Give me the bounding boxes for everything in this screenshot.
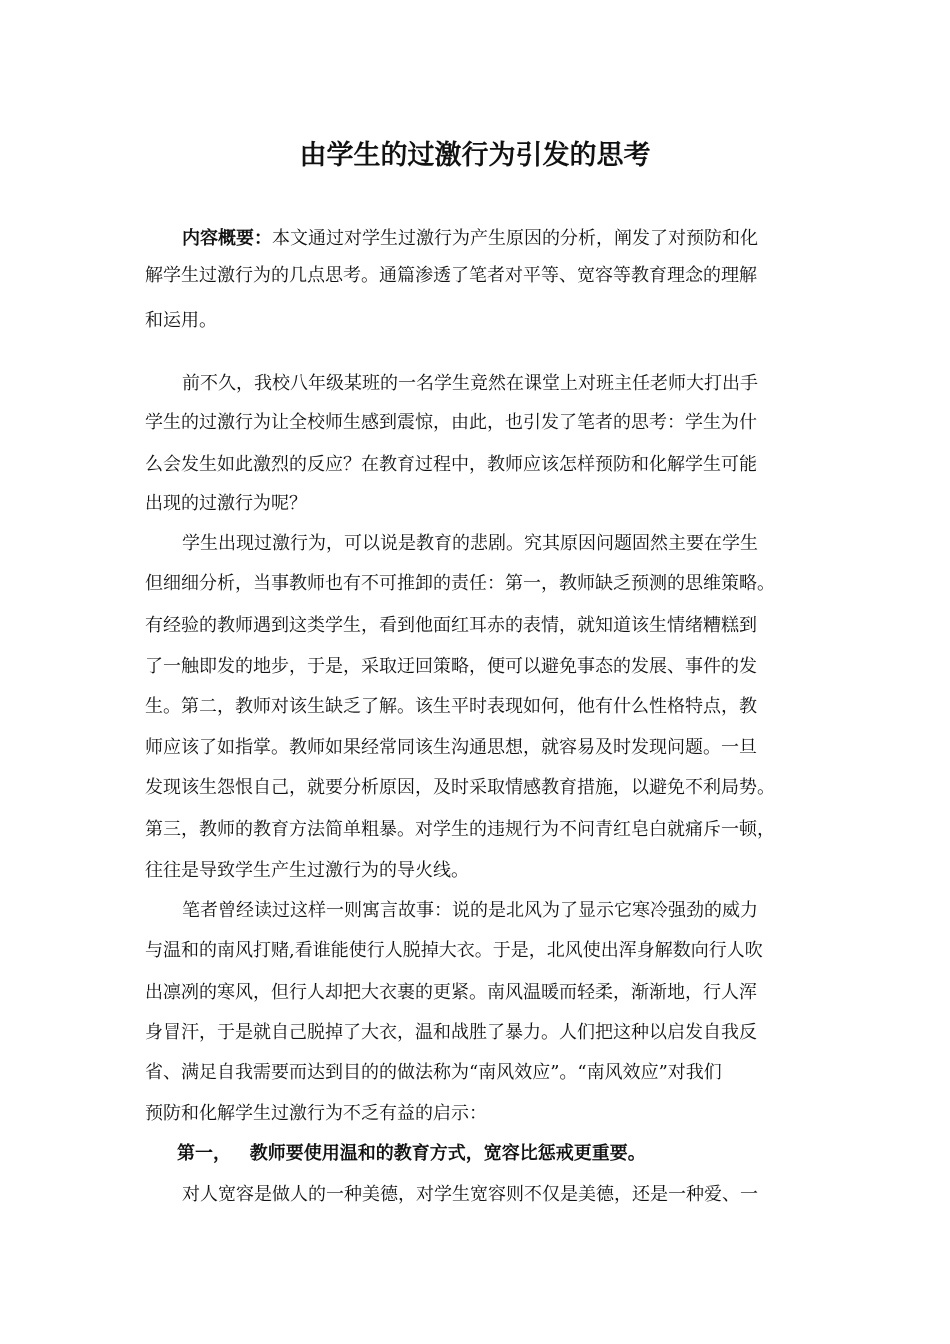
paragraph-line: 笔者曾经读过这样一则寓言故事：说的是北风为了显示它寒冷强劲的威力: [182, 900, 758, 921]
paragraph-line: 前不久，我校八年级某班的一名学生竟然在课堂上对班主任老师大打出手: [182, 373, 758, 394]
paragraph-line: 出现的过激行为呢？: [145, 493, 307, 514]
paragraph-line: 学生的过激行为让全校师生感到震惊，由此，也引发了笔者的思考：学生为什: [145, 412, 757, 433]
paragraph-line: 出凛冽的寒风，但行人却把大衣裹的更紧。南风温暖而轻柔，渐渐地，行人浑: [145, 982, 757, 1003]
abstract-line: 和运用。: [145, 310, 217, 331]
paragraph-line: 师应该了如指掌。教师如果经常同该生沟通思想，就容易及时发现问题。一旦: [145, 737, 757, 758]
paragraph-line: 有经验的教师遇到这类学生，看到他面红耳赤的表情，就知道该生情绪糟糕到: [145, 615, 757, 636]
paragraph-line: 预防和化解学生过激行为不乏有益的启示：: [145, 1103, 487, 1124]
abstract-label: 内容概要：: [182, 228, 272, 249]
paragraph-line: 往往是导致学生产生过激行为的导火线。: [145, 860, 469, 881]
paragraph-line: 对人宽容是做人的一种美德，对学生宽容则不仅是美德，还是一种爱、一: [182, 1184, 758, 1205]
paragraph-line: 第三，教师的教育方法简单粗暴。对学生的违规行为不问青红皂白就痛斥一顿，: [145, 819, 775, 840]
abstract-text: 本文通过对学生过激行为产生原因的分析，阐发了对预防和化: [272, 228, 758, 249]
paragraph-line: 与温和的南风打赌,看谁能使行人脱掉大衣。于是，北风使出浑身解数向行人吹: [145, 940, 763, 961]
paragraph-line: 省、满足自我需要而达到目的的做法称为“南风效应”。“南风效应”对我们: [145, 1062, 722, 1083]
paragraph-line: 身冒汗，于是就自己脱掉了大衣，温和战胜了暴力。人们把这种以启发自我反: [145, 1022, 757, 1043]
paragraph-line: 发现该生怨恨自己，就要分析原因，及时采取情感教育措施，以避免不利局势。: [145, 777, 775, 798]
paragraph-line: 但细细分析，当事教师也有不可推卸的责任：第一，教师缺乏预测的思维策略。: [145, 573, 775, 594]
paragraph-line: 了一触即发的地步，于是，采取迂回策略，便可以避免事态的发展、事件的发: [145, 656, 757, 677]
page-title: 由学生的过激行为引发的思考: [299, 140, 651, 171]
section-heading: 第一， 教师要使用温和的教育方式，宽容比惩戒更重要。: [177, 1143, 646, 1164]
paragraph-line: 学生出现过激行为，可以说是教育的悲剧。究其原因问题固然主要在学生: [182, 533, 758, 554]
abstract-line: [182, 227, 758, 251]
abstract-line: 解学生过激行为的几点思考。通篇渗透了笔者对平等、宽容等教育理念的理解: [145, 265, 757, 286]
paragraph-line: 生。第二，教师对该生缺乏了解。该生平时表现如何，他有什么性格特点，教: [145, 696, 757, 717]
paragraph-line: 么会发生如此激烈的反应？在教育过程中，教师应该怎样预防和化解学生可能: [145, 454, 757, 475]
